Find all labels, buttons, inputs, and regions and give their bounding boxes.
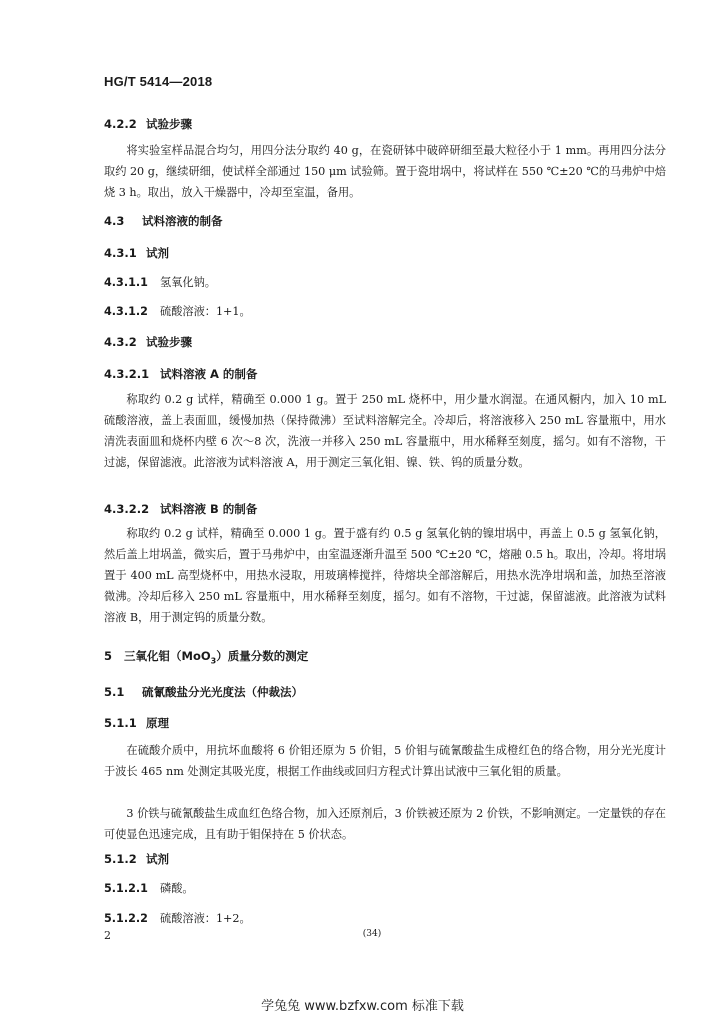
heading-4-3 [104, 213, 223, 229]
heading-number: 4.3 [104, 214, 125, 228]
page-sequence: (34) [362, 929, 382, 939]
item-5-1-2-2 [104, 910, 251, 926]
heading-5-1 [104, 684, 303, 700]
heading-number: 4.3.1 [104, 246, 137, 260]
paragraph-4-2-2: 将实验室样品混合均匀，用四分法分取约 40 g，在瓷研钵中破碎研细至最大粒径小于 1 mm。再用四分法分取约 20 g，继续研细，使试样全部通过 150 μm 试验筛。置于瓷坩埚中，将试样在 550 ℃±20 ℃的马弗炉中焙烧 3 h。取出，放入干燥器中，冷却至室温，备用。 [104, 144, 666, 199]
paragraph-5-1-1-b: 3 价铁与硫氰酸盐生成血红色络合物，加入还原剂后，3 价铁被还原为 2 价铁，不影响测定。一定量铁的存在可使显色迅速完成，且有助于钼保持在 5 价状态。 [104, 807, 666, 841]
heading-4-3-2 [104, 334, 192, 350]
heading-4-3-2-2 [104, 501, 257, 517]
heading-number: 5.1 [104, 685, 125, 699]
heading-number: 4.3.2 [104, 335, 137, 349]
heading-number: 4.3.2.1 [104, 367, 150, 381]
item-number: 4.3.1.2 [104, 305, 148, 318]
paragraph-4-3-2-2: 称取约 0.2 g 试样，精确至 0.000 1 g。置于盛有约 0.5 g 氢氧化钠的镍坩埚中，再盖上 0.5 g 氢氧化钠，然后盖上坩埚盖，微实后，置于马弗炉中，由室温逐渐升温至 500 ℃±20 ℃，熔融 0.5 h。取出，冷却。将坩埚置于 400 mL 高型烧杯中，用热水浸取，用玻璃棒搅拌，待熔块全部溶解后，用热水洗净坩埚和盖，加热至溶液微沸。冷却后移入 250 mL 容量瓶中，用水稀释至刻度，摇匀。如有不溶物，干过滤，保留滤液。此溶液为试料溶液 B，用于测定钨的质量分数。 [104, 527, 666, 624]
heading-4-2-2 [104, 116, 192, 132]
item-text: 氢氧化钠。 [160, 276, 216, 289]
heading-number: 5 [104, 649, 113, 663]
heading-number: 5.1.2 [104, 852, 137, 866]
page-number: 2 [104, 929, 111, 942]
heading-title: 试料溶液的制备 [142, 214, 223, 228]
item-4-3-1-1 [104, 274, 216, 290]
item-text: 硫酸溶液：1+2。 [160, 912, 251, 925]
heading-title-pre: 三氧化钼（MoO [124, 649, 211, 663]
heading-title: 试剂 [146, 852, 169, 866]
heading-title: 硫氰酸盐分光光度法（仲裁法） [142, 685, 303, 699]
standard-code: HG/T 5414—2018 [104, 74, 213, 89]
paragraph-4-3-2-1: 称取约 0.2 g 试样，精确至 0.000 1 g。置于 250 mL 烧杯中，用少量水润湿。在通风橱内，加入 10 mL 硫酸溶液，盖上表面皿，缓慢加热（保持微沸）至试料溶解完全。冷却后，将溶液移入 250 mL 容量瓶中，用水清洗表面皿和烧杯内壁 6 次～8 次，洗液一并移入 250 mL 容量瓶中，用水稀释至刻度，摇匀。如有不溶物，干过滤，保留滤液。此溶液为试料溶液 A，用于测定三氧化钼、镍、铁、钨的质量分数。 [104, 393, 666, 469]
heading-4-3-2-1 [104, 366, 257, 382]
heading-subscript: 3 [210, 656, 217, 666]
heading-number: 5.1.1 [104, 716, 137, 730]
item-number: 5.1.2.1 [104, 882, 148, 895]
paragraph-5-1-1-a: 在硫酸介质中，用抗坏血酸将 6 价钼还原为 5 价钼，5 价钼与硫氰酸盐生成橙红色的络合物，用分光光度计于波长 465 nm 处测定其吸光度，根据工作曲线或回归方程式计算出试液中三氧化钼的质量。 [104, 744, 666, 778]
heading-4-3-1 [104, 245, 169, 261]
heading-5-1-1 [104, 715, 169, 731]
heading-title: 试料溶液 A 的制备 [160, 367, 258, 381]
heading-title: 试剂 [146, 246, 169, 260]
item-text: 硫酸溶液：1+1。 [160, 305, 251, 318]
item-text: 磷酸。 [160, 882, 194, 895]
heading-number: 4.2.2 [104, 117, 137, 131]
item-number: 5.1.2.2 [104, 912, 148, 925]
item-4-3-1-2 [104, 303, 251, 319]
heading-5 [104, 648, 308, 665]
heading-5-1-2 [104, 851, 169, 867]
heading-title: 试验步骤 [146, 117, 192, 131]
heading-number: 4.3.2.2 [104, 502, 150, 516]
heading-title: 试验步骤 [146, 335, 192, 349]
item-number: 4.3.1.1 [104, 276, 148, 289]
heading-title: 试料溶液 B 的制备 [160, 502, 258, 516]
heading-title: 原理 [146, 716, 169, 730]
item-5-1-2-1 [104, 880, 194, 896]
download-footer: 学兔兔 www.bzfxw.com 标准下载 [261, 999, 464, 1014]
heading-title-post: ）质量分数的测定 [216, 649, 309, 663]
